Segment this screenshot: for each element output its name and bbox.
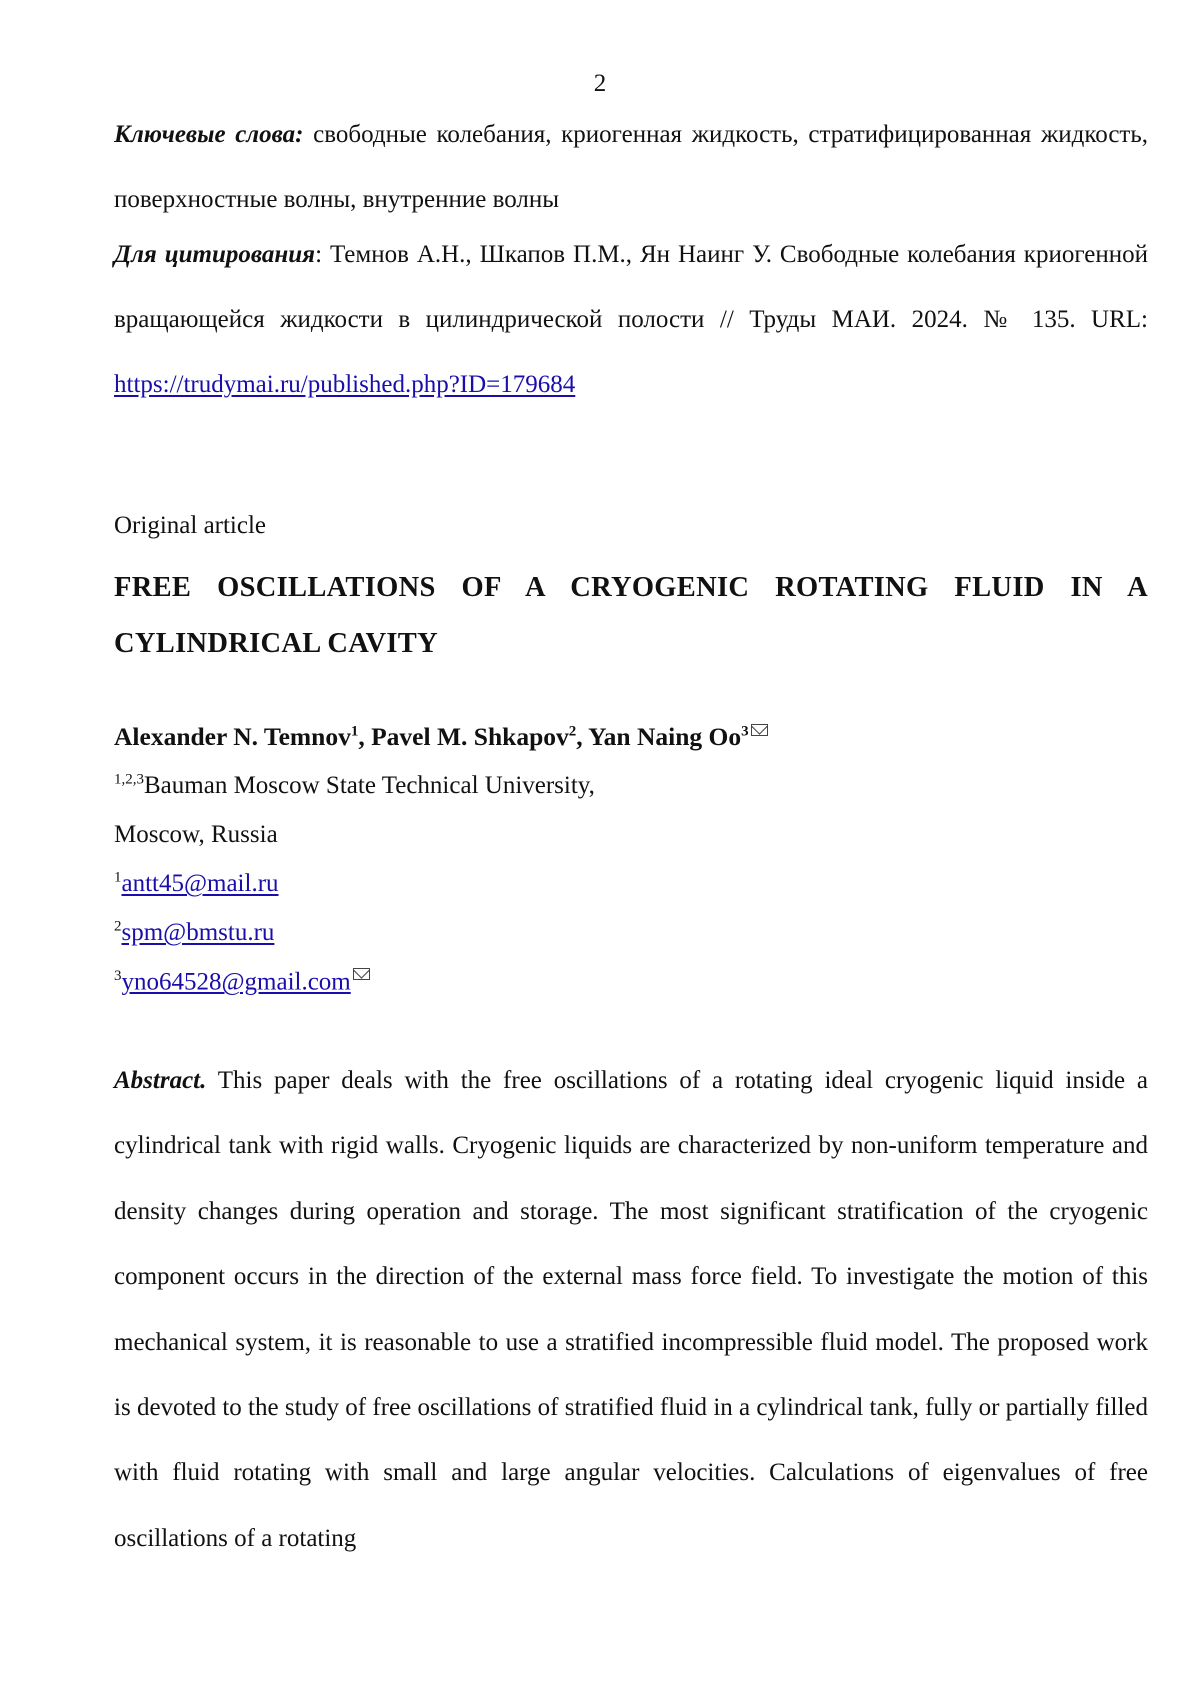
email-sup: 3 (114, 968, 122, 984)
citation-paragraph (114, 222, 1148, 417)
affiliation-sup: 1,2,3 (114, 771, 144, 788)
affiliation-line-2: Moscow, Russia (114, 821, 278, 848)
citation-text: : Темнов А.Н., Шкапов П.М., Ян Наинг У. Свободные колебания криогенной вращающейся жидкости в цилиндрической полости // Труды МАИ. 2024. № 135. URL: (114, 241, 1148, 333)
affiliation-text-1: Bauman Moscow State Technical University, (144, 772, 595, 799)
affiliation-line-1 (114, 772, 595, 800)
author-name: Pavel M. Shkapov (371, 722, 569, 751)
envelope-icon (353, 968, 370, 980)
keywords-text: свободные колебания, криогенная жидкость, стратифицированная жидкость, поверхностные волны, внутренние волны (114, 121, 1148, 213)
envelope-icon (751, 724, 768, 736)
author-name: Yan Naing Oo (588, 722, 742, 751)
email-line-3 (114, 968, 370, 996)
email-link-2[interactable]: spm@bmstu.ru (121, 919, 275, 946)
email-link-1[interactable]: antt45@mail.ru (121, 870, 279, 897)
email-sup: 1 (114, 869, 122, 886)
abstract-label: Abstract. (114, 1067, 207, 1094)
article-type: Original article (114, 512, 267, 539)
email-line-1 (114, 870, 279, 898)
email-sup: 2 (114, 918, 122, 935)
email-line-2 (114, 919, 274, 947)
author-name: Alexander N. Temnov (114, 722, 351, 751)
author-sup: 1 (350, 723, 359, 740)
keywords-paragraph (114, 102, 1148, 232)
abstract-text: This paper deals with the free oscillations of a rotating ideal cryogenic liquid inside a cylindrical tank with rigid walls. Cryogenic liquids are characterized by non-uniform temperature and density changes during operation and storage. The most significant stratification of the cryogenic component occurs in the direction of the external mass force field. To investigate the motion of this mechanical system, it is reasonable to use a stratified incompressible fluid model. The proposed work is devoted to the study of free oscillations of stratified fluid in a cylindrical tank, fully or partially filled with fluid rotating with small and large angular velocities. Calculations of eigenvalues of free oscillations of a rotating (114, 1067, 1148, 1552)
author-sup: 2 (568, 723, 577, 740)
author-sup: 3 (741, 723, 749, 740)
author-sep: , (358, 722, 372, 751)
citation-url-link[interactable]: https://trudymai.ru/published.php?ID=179684 (114, 371, 576, 398)
authors-line (114, 722, 768, 752)
email-link-3[interactable]: yno64528@gmail.com (121, 968, 351, 996)
citation-label: Для цитирования (114, 241, 316, 268)
author-sep: , (576, 722, 589, 751)
article-title: FREE OSCILLATIONS OF A CRYOGENIC ROTATING FLUID IN A CYLINDRICAL CAVITY (114, 572, 1148, 659)
page-number: 2 (593, 70, 607, 97)
keywords-label: Ключевые слова: (114, 121, 304, 148)
abstract-paragraph (114, 1048, 1148, 1571)
